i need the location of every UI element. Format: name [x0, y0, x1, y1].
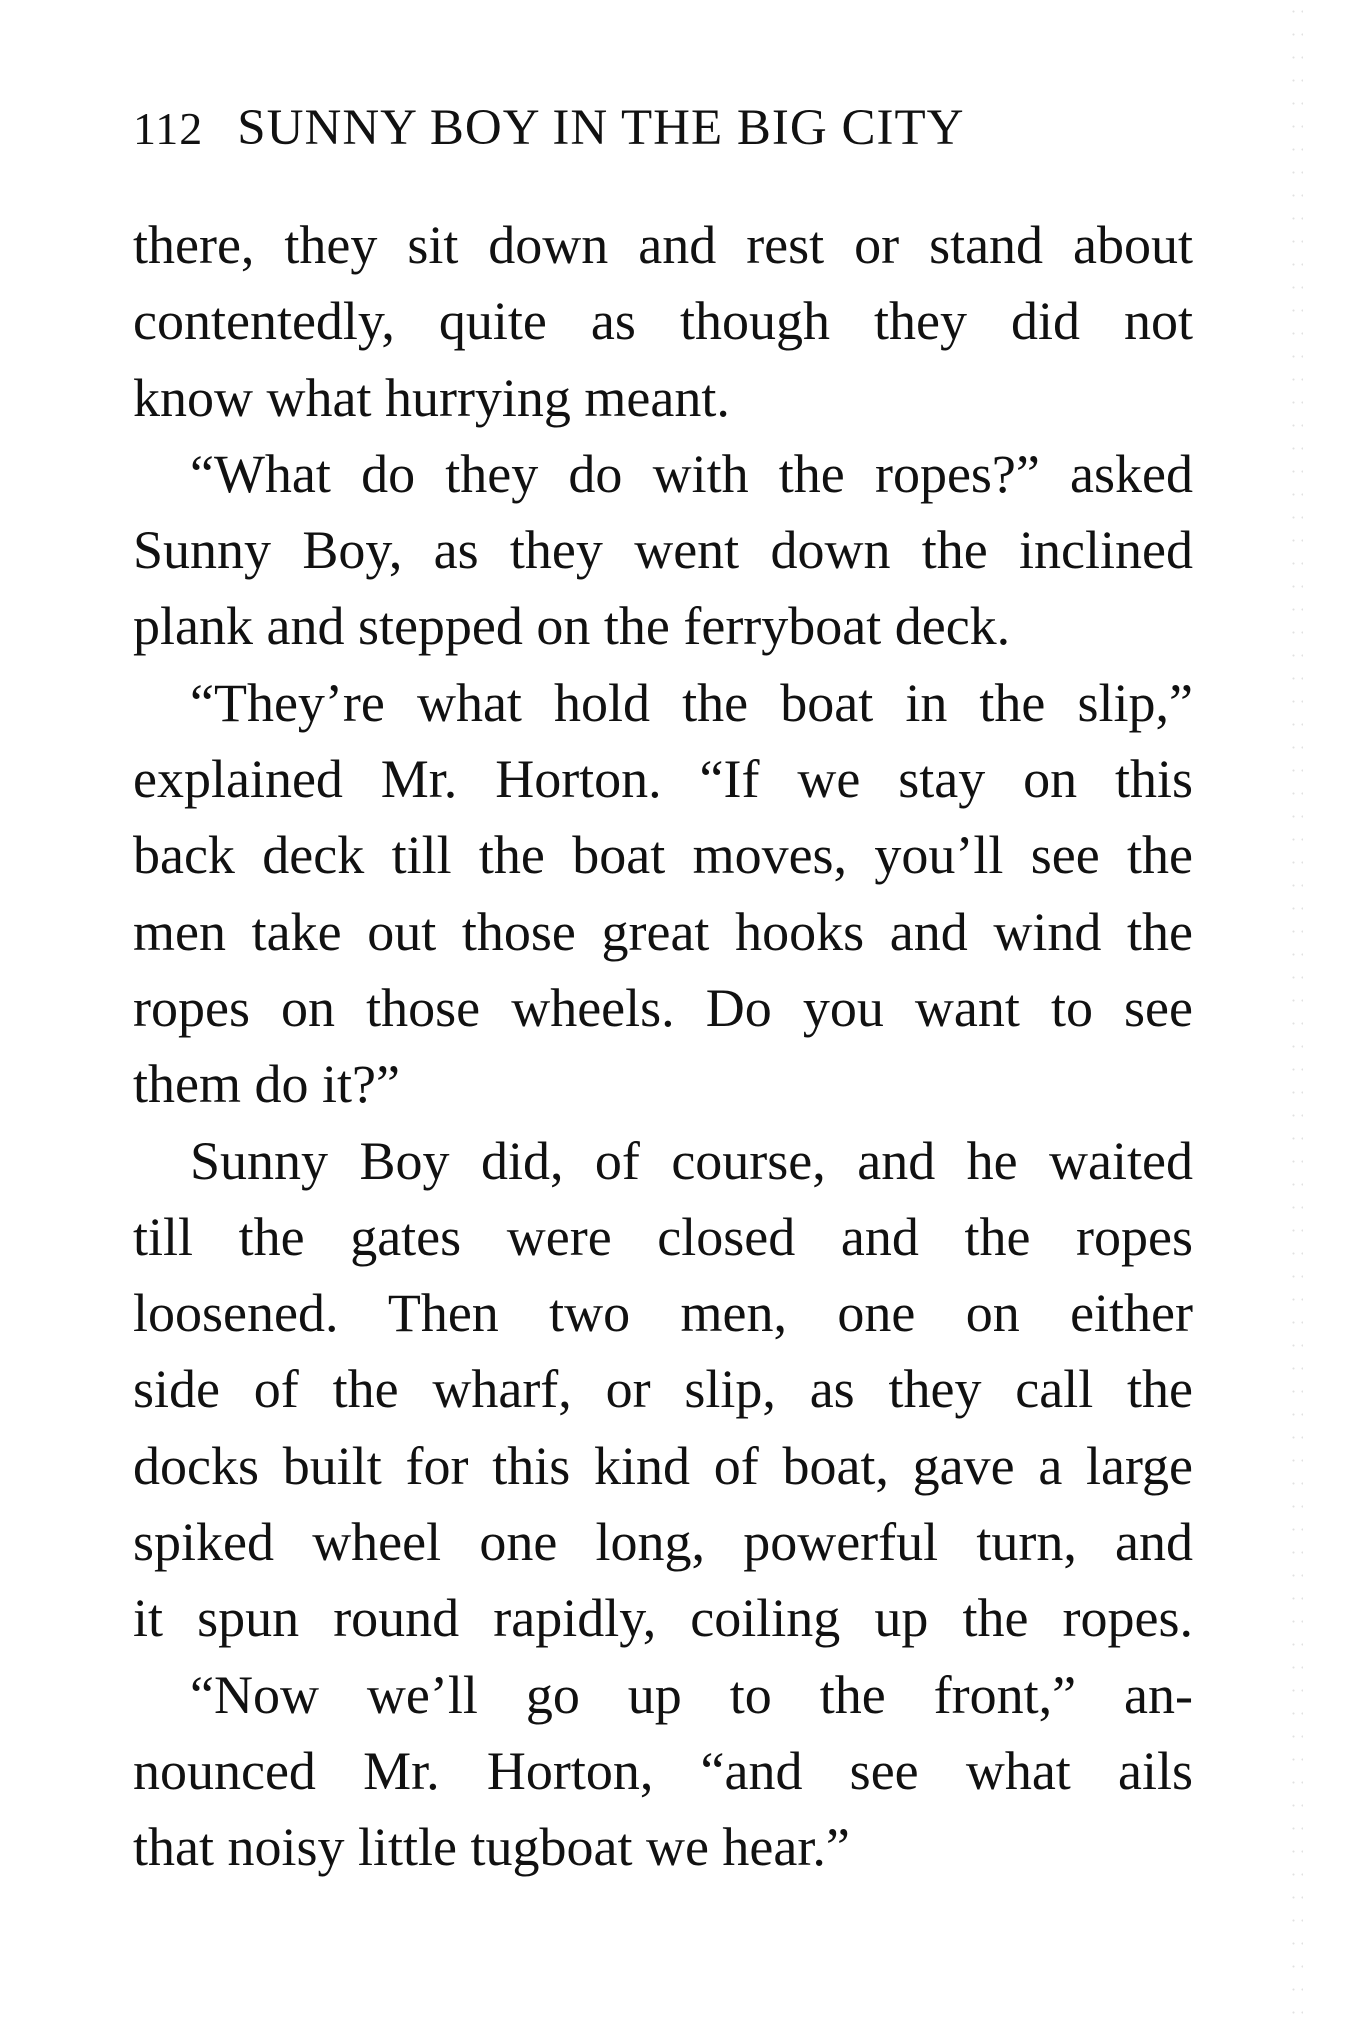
text-line: “What do they do with the ropes?” asked [190, 443, 1193, 504]
text-line: ropes on those wheels. Do you want to see [133, 977, 1193, 1038]
text-line: plank and stepped on the ferryboat deck. [133, 596, 1011, 657]
text-line: explained Mr. Horton. “If we stay on this [133, 749, 1193, 810]
text-line: side of the wharf, or slip, as they call the [133, 1359, 1193, 1420]
running-head [133, 98, 1133, 159]
text-line: there, they sit down and rest or stand about [133, 215, 1193, 275]
text-line: it spun round rapidly, coiling up the ropes. [133, 1588, 1193, 1649]
text-line: “They’re what hold the boat in the slip,” [190, 672, 1193, 733]
text-line: Sunny Boy did, of course, and he waited [190, 1130, 1193, 1191]
text-line: contentedly, quite as though they did not [133, 291, 1193, 352]
text-line: spiked wheel one long, powerful turn, and [133, 1512, 1193, 1573]
text-line: docks built for this kind of boat, gave a large [133, 1435, 1193, 1496]
text-line: back deck till the boat moves, you’ll see the [133, 825, 1193, 886]
text-line: nounced Mr. Horton, “and see what ails [133, 1740, 1193, 1801]
body-text [133, 207, 1193, 1886]
text-line: men take out those great hooks and wind the [133, 901, 1193, 962]
text-line: that noisy little tugboat we hear.” [133, 1817, 850, 1878]
running-title: SUNNY BOY IN THE BIG CITY [237, 100, 965, 156]
text-line: “Now we’ll go up to the front,” an- [190, 1664, 1193, 1725]
text-line: Sunny Boy, as they went down the inclined [133, 520, 1193, 581]
text-line: know what hurrying meant. [133, 367, 730, 428]
page-number: 112 [133, 103, 204, 154]
text-line: till the gates were closed and the ropes [133, 1206, 1193, 1267]
text-line: them do it?” [133, 1054, 400, 1115]
text-line: loosened. Then two men, one on either [133, 1283, 1193, 1344]
page-edge-speckle [1289, 0, 1303, 2029]
